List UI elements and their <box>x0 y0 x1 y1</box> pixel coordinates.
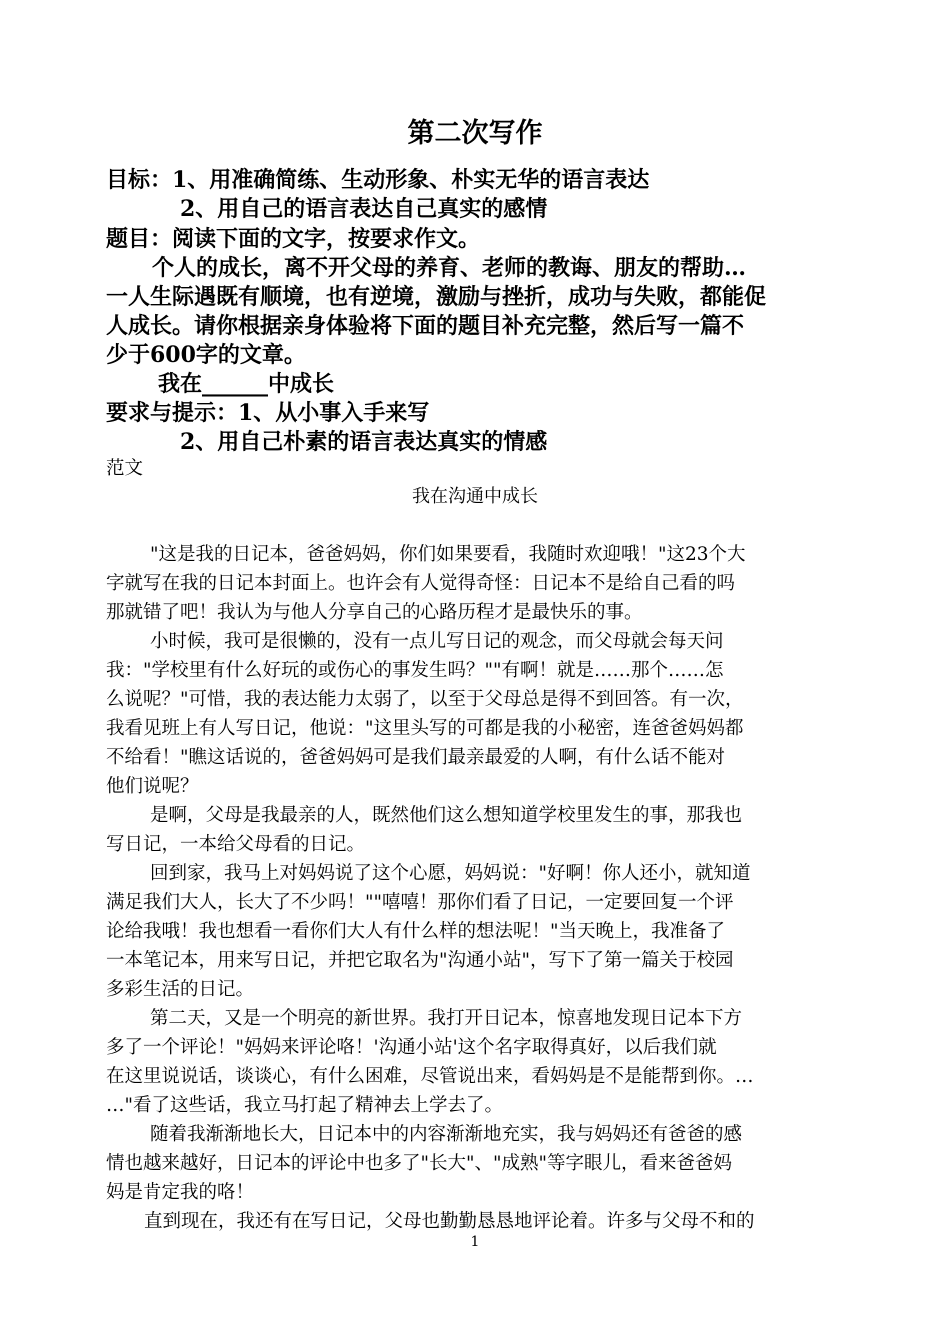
essay-line: 第二天，又是一个明亮的新世界。我打开日记本，惊喜地发现日记本下方 <box>150 1008 743 1029</box>
essay-title: 我在沟通中成长 <box>412 486 538 507</box>
essay-line: 多彩生活的日记。 <box>106 979 255 1000</box>
prompt-topic: 我在______中成长 <box>158 371 335 397</box>
essay-line: "这是我的日记本，爸爸妈妈，你们如果要看，我随时欢迎哦！"这23个大 <box>150 544 746 565</box>
essay-line: 字就写在我的日记本封面上。也许会有人觉得奇怪：日记本不是给自己看的吗 <box>106 573 736 594</box>
essay-line: 妈是肯定我的咯！ <box>106 1182 255 1203</box>
goal-line-2: 2、用自己的语言表达自己真实的感情 <box>180 196 548 222</box>
essay-line: 不给看！"瞧这话说的，爸爸妈妈可是我们最亲最爱的人啊，有什么话不能对 <box>106 747 726 768</box>
essay-line: 多了一个评论！"妈妈来评论咯！'沟通小站'这个名字取得真好，以后我们就 <box>106 1037 717 1058</box>
essay-line: 写日记，一本给父母看的日记。 <box>106 834 366 855</box>
sample-label: 范文 <box>106 458 144 479</box>
requirements-line-1: 要求与提示：1、从小事入手来写 <box>106 400 430 426</box>
requirements-line-2: 2、用自己朴素的语言表达真实的情感 <box>180 429 548 455</box>
essay-line: 那就错了吧！我认为与他人分享自己的心路历程才是最快乐的事。 <box>106 602 643 623</box>
essay-line: 满足我们大人，长大了不少吗！""嘻嘻！那你们看了日记，一定要回复一个评 <box>106 892 734 913</box>
document-title: 第二次写作 <box>407 118 543 149</box>
essay-line: 是啊，父母是我最亲的人，既然他们这么想知道学校里发生的事，那我也 <box>150 805 743 826</box>
essay-line: 情也越来越好，日记本的评论中也多了"长大"、"成熟"等字眼儿，看来爸爸妈 <box>106 1153 733 1174</box>
essay-line: 回到家，我马上对妈妈说了这个心愿，妈妈说："好啊！你人还小，就知道 <box>150 863 751 884</box>
essay-line: 么说呢？"可惜，我的表达能力太弱了，以至于父母总是得不到回答。有一次， <box>106 689 744 710</box>
prompt-text-line-2: 一人生际遇既有顺境，也有逆境，激励与挫折，成功与失败，都能促 <box>106 284 767 310</box>
essay-line: …"看了这些话，我立马打起了精神去上学去了。 <box>106 1095 504 1116</box>
essay-line: 论给我哦！我也想看一看你们大人有什么样的想法呢！"当天晚上，我准备了 <box>106 921 726 942</box>
prompt-text-line-4: 少于600字的文章。 <box>106 342 306 368</box>
essay-line: 随着我渐渐地长大，日记本中的内容渐渐地充实，我与妈妈还有爸爸的感 <box>150 1124 743 1145</box>
prompt-heading: 题目：阅读下面的文字，按要求作文。 <box>106 226 481 252</box>
prompt-text-line-3: 人成长。请你根据亲身体验将下面的题目补充完整，然后写一篇不 <box>106 313 745 339</box>
essay-line: 直到现在，我还有在写日记，父母也勤勤恳恳地评论着。许多与父母不和的 <box>144 1211 755 1232</box>
essay-line: 我看见班上有人写日记，他说："这里头写的可都是我的小秘密，连爸爸妈妈都 <box>106 718 744 739</box>
essay-line: 一本笔记本，用来写日记，并把它取名为"沟通小站"，写下了第一篇关于校园 <box>106 950 734 971</box>
essay-line: 我："学校里有什么好玩的或伤心的事发生吗？""有啊！就是……那个……怎 <box>106 660 724 681</box>
goal-line-1: 目标：1、用准确简练、生动形象、朴实无华的语言表达 <box>106 167 650 193</box>
essay-line: 小时候，我可是很懒的，没有一点儿写日记的观念，而父母就会每天问 <box>150 631 724 652</box>
essay-line: 他们说呢？ <box>106 776 199 797</box>
prompt-text-line-1: 个人的成长，离不开父母的养育、老师的教诲、朋友的帮助… <box>152 255 747 281</box>
page-number: 1 <box>470 1234 480 1250</box>
essay-line: 在这里说说话，谈谈心，有什么困难，尽管说出来，看妈妈是不是能帮到你。… <box>106 1066 754 1087</box>
